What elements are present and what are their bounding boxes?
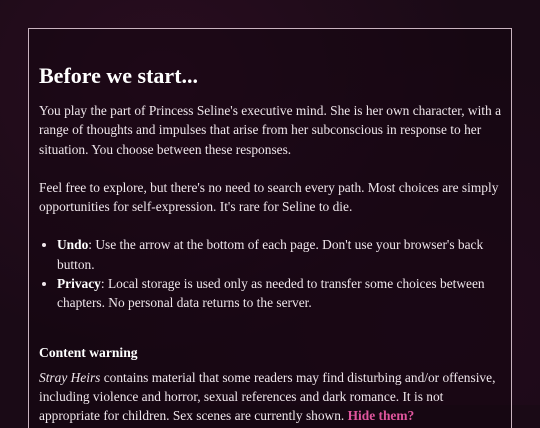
intro-panel (28, 28, 512, 428)
intro-paragraph-1: You play the part of Princess Seline's executive mind. She is her own character, with a range of thoughts and impulses that arise from her subconscious in response to her situation. You choose between these responses. (39, 103, 502, 157)
content-warning-text (39, 368, 501, 426)
tip-undo-text: : Use the arrow at the bottom of each page. Don't use your browser's back button. (57, 237, 484, 272)
story-title: Stray Heirs (39, 369, 101, 385)
tip-undo-label: Undo (57, 237, 89, 253)
tip-privacy-label: Privacy (57, 276, 101, 292)
content-warning-heading: Content warning (39, 344, 138, 360)
content-warning-body: contains material that some readers may find disturbing and/or offensive, including violence and horror, sexual references and dark romance. It is not appropriate for children. Sex scenes are currently shown. (39, 369, 496, 424)
hide-sex-scenes-link[interactable]: Hide them? (347, 408, 415, 424)
tips-list (39, 235, 501, 312)
intro-paragraph-2: Feel free to explore, but there's no need to search every path. Most choices are simply opportunities for self-expression. It's rare for Seline to die. (39, 179, 499, 215)
tip-undo (57, 235, 501, 274)
page-title: Before we start... (39, 63, 199, 88)
tip-privacy (57, 274, 501, 313)
tip-privacy-text: : Local storage is used only as needed to transfer some choices between chapters. No personal data returns to the server. (57, 276, 485, 311)
